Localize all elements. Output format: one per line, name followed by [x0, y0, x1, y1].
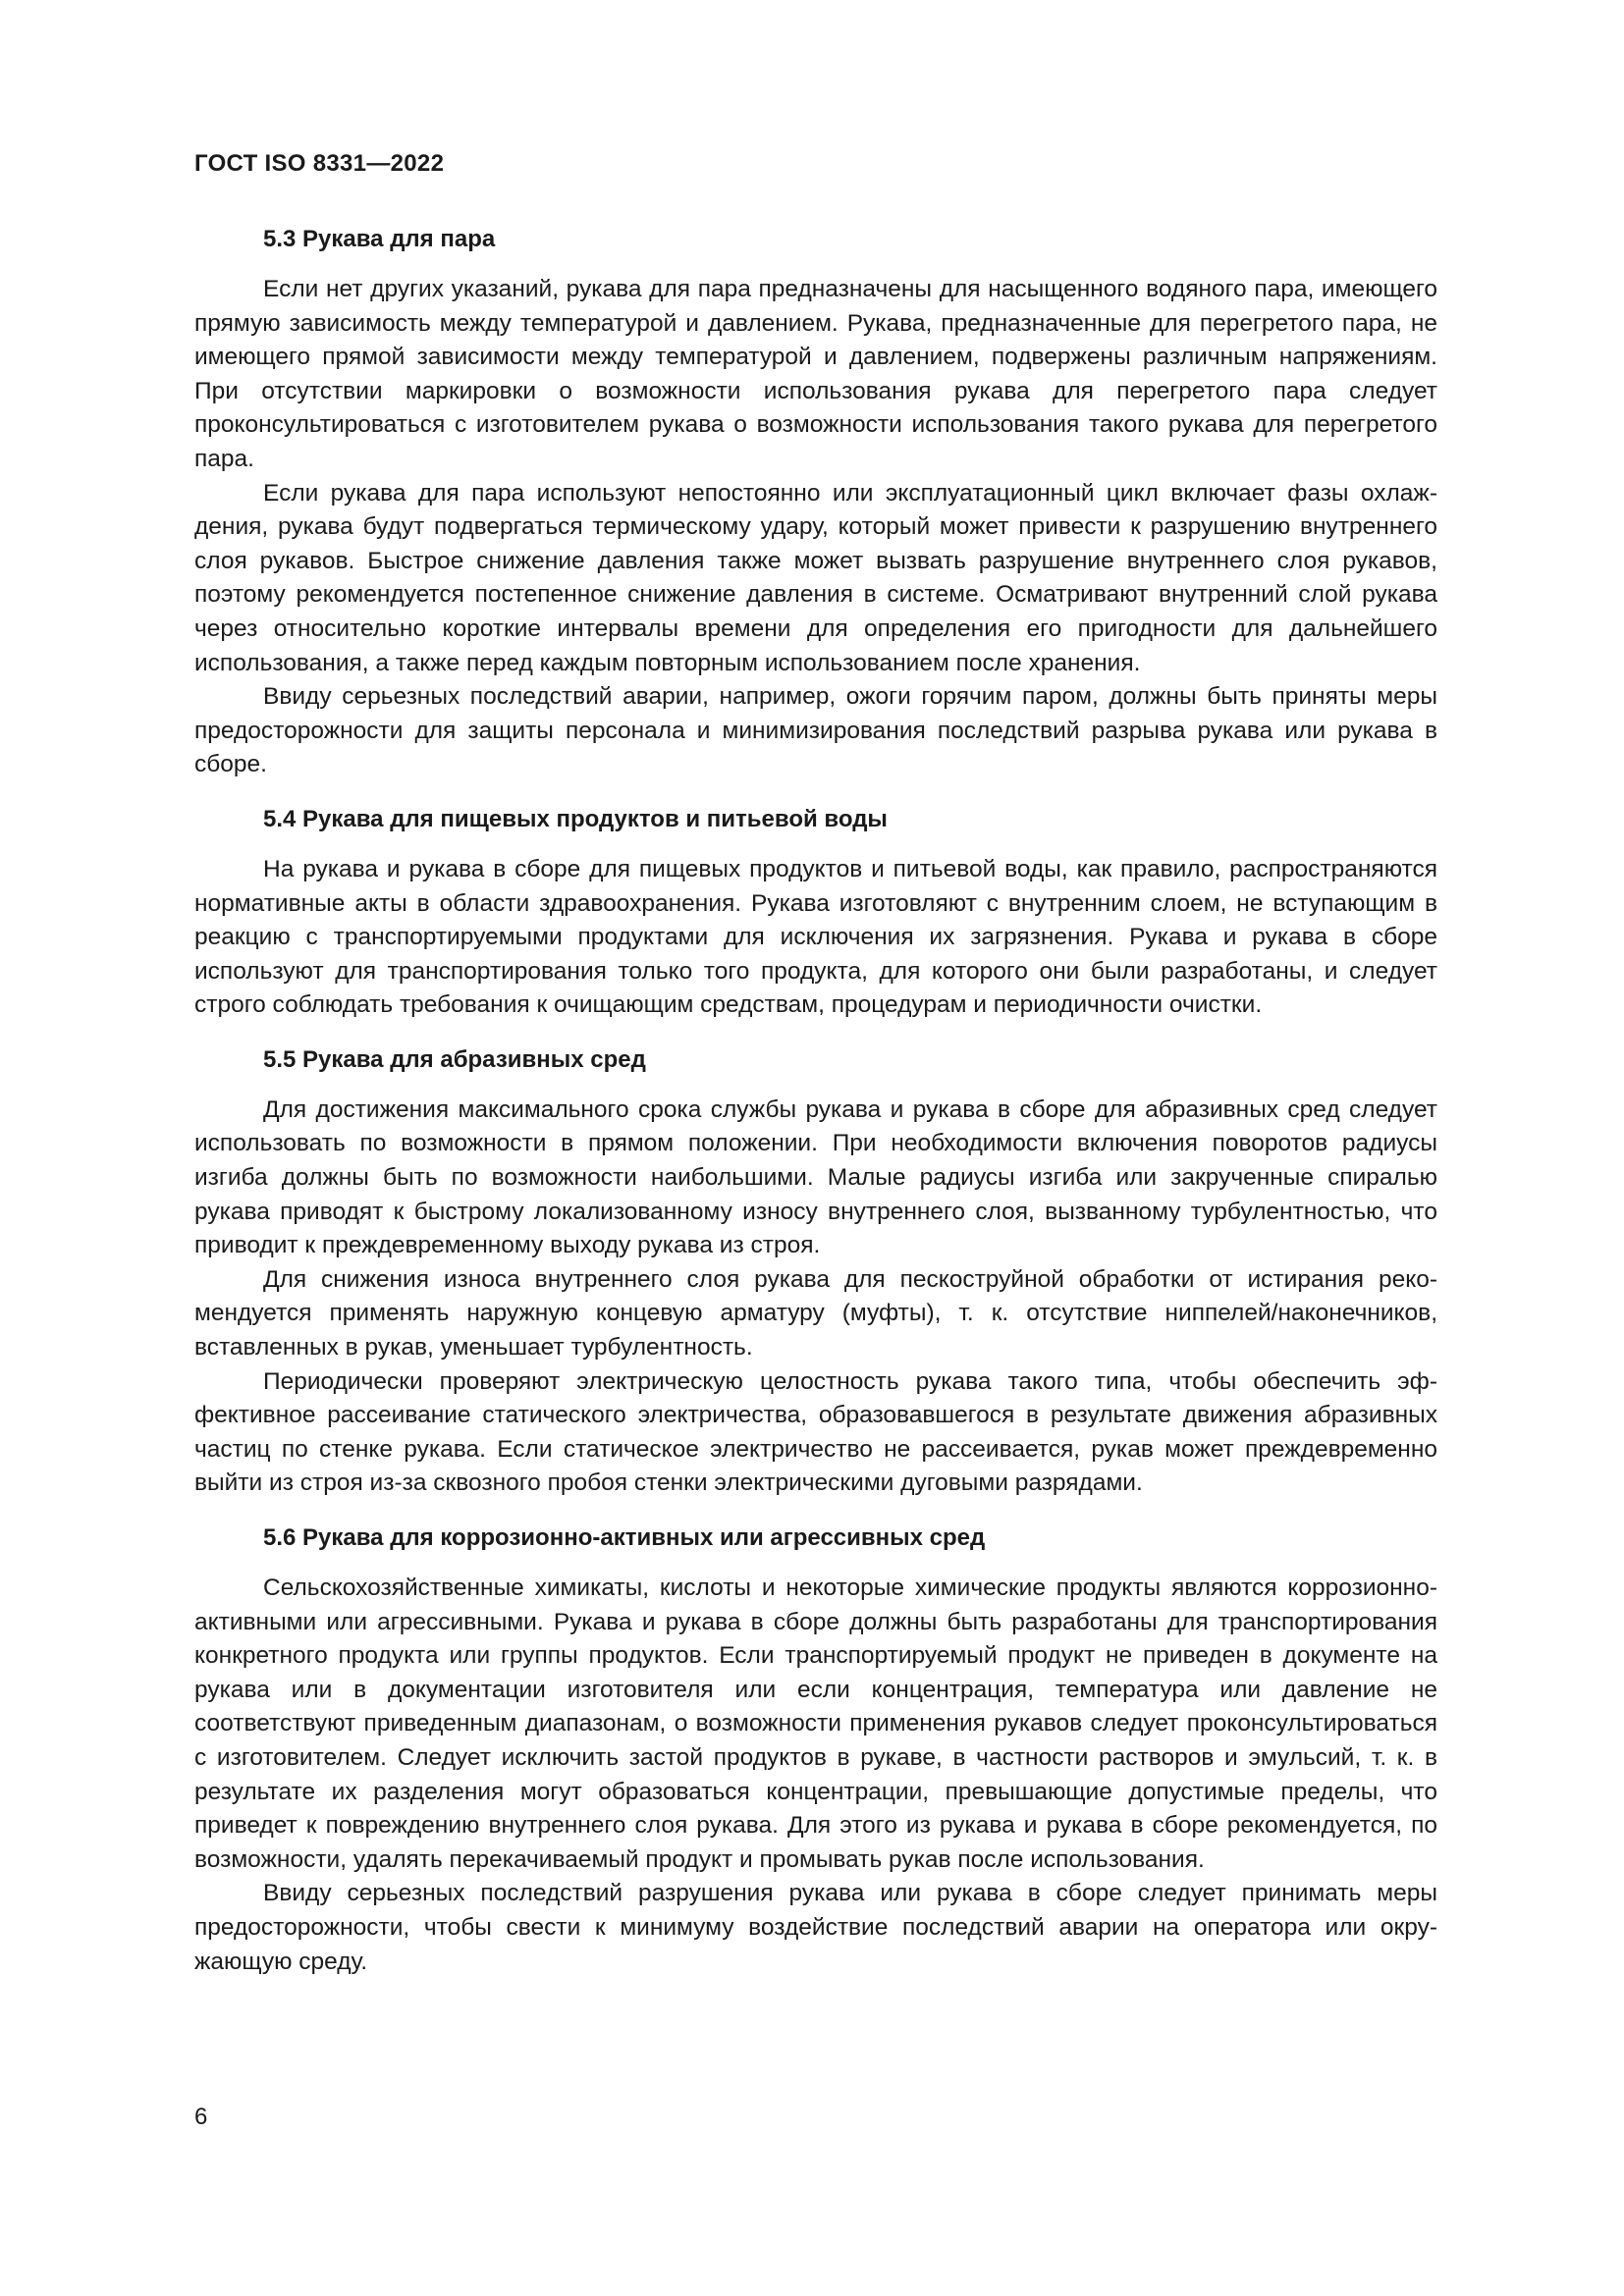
section-5-3 — [194, 224, 1437, 782]
paragraph: Для снижения износа внутреннего слоя рукава для пескоструйной обработки от истирания рекомендуется применять наружную концевую арматуру (муфты), т. к. отсутствие ниппелей/наконечников, вставленных в рукав, уменьшает турбулентность. — [194, 1265, 1437, 1362]
section-title: 5.5 Рукава для абразивных сред — [263, 1045, 646, 1073]
page-number: 6 — [194, 2104, 208, 2130]
section-5-6 — [194, 1522, 1437, 1979]
section-5-4 — [194, 804, 1437, 1023]
document-code-header: ГОСТ ISO 8331—2022 — [194, 150, 445, 177]
paragraph: Если нет других указаний, рукава для пара предназначены для насыщенного водяного пара, имеющего прямую зависимость между температурой и давлением. Рукава, предназначенные для перегретого пара, не имеющего прямой зависимости между температурой и давлением, подвержены различным напряжениям. При отсутствии маркировки о возможности использования рукава для перегретого пара следует проконсультироваться с изготовителем рукава о возможности использования такого рукава для перегретого пара. — [194, 276, 1437, 472]
section-5-5 — [194, 1044, 1437, 1501]
paragraph: Ввиду серьезных последствий разрушения рукава или рукава в сборе следует принимать меры предосторожности, чтобы свести к минимуму воздействие последствий аварии на оператора или окружающую среду. — [194, 1880, 1437, 1975]
section-title: 5.6 Рукава для коррозионно-активных или агрессивных сред — [263, 1524, 986, 1551]
paragraph: Сельскохозяйственные химикаты, кислоты и некоторые химические продукты являются коррозионно-активными или агрессивными. Рукава и рукава в сборе должны быть разработаны для транспортирования конкретного продукта или группы продуктов. Если транспортируемый продукт не приведен в документе на рукава или в документации изготовителя или если концентрация, температура или давление не соответствуют приведенным диапазонам, о возможности применения рукавов следует проконсультироваться с изготовителем. Следует исключить застой продуктов в рукаве, в частности растворов и эмульсий, т. к. в результате их разделения могут образоваться концентрации, превышающие допустимые пределы, что приведет к повреждению внутреннего слоя рукава. Для этого из рукава и рукава в сборе рекомендуется, по возможности, удалять перекачиваемый продукт и промывать рукав после использования. — [194, 1575, 1437, 1873]
document-body — [194, 224, 1437, 1979]
paragraph: Периодически проверяют электрическую целостность рукава такого типа, чтобы обеспечить эффективное рассеивание статического электричества, образовавшегося в результате движения абразивных частиц по стенке рукава. Если статическое электричество не рассеивается, рукав может преждевременно выйти из строя из-за сквозного пробоя стенки электрическими дуговыми разрядами. — [194, 1367, 1437, 1497]
paragraph: На рукава и рукава в сборе для пищевых продуктов и питьевой воды, как правило, распространяются нормативные акты в области здравоохранения. Рукава изготовляют с внутренним слоем, не вступающим в реакцию с транспортируемыми продуктами для исключения их загрязнения. Рукава и рукава в сборе используют для транспортирования только того продукта, для которого они были разработаны, и следует строго соблюдать требования к очищающим средствам, процедурам и периодичности очистки. — [194, 855, 1437, 1019]
paragraph: Если рукава для пара используют непостоянно или эксплуатационный цикл включает фазы охлаждения, рукава будут подвергаться термическому удару, который может привести к разрушению внутреннего слоя рукавов. Быстрое снижение давления также может вызвать разрушение внутреннего слоя рукавов, поэтому рекомендуется постепенное снижение давления в системе. Осматривают внутренний слой рукава через относительно короткие интервалы времени для определения его пригодности для дальнейшего использования, а также перед каждым повторным использованием после хранения. — [194, 479, 1437, 676]
section-title: 5.4 Рукава для пищевых продуктов и питьевой воды — [263, 805, 888, 832]
section-title: 5.3 Рукава для пара — [263, 226, 496, 252]
paragraph: Ввиду серьезных последствий аварии, например, ожоги горячим паром, должны быть приняты меры предосторожности для защиты персонала и минимизирования последствий разрыва рукава или рукава в сборе. — [194, 683, 1437, 778]
paragraph: Для достижения максимального срока службы рукава и рукава в сборе для абразивных сред следует использовать по возможности в прямом положении. При необходимости включения поворотов радиусы изгиба должны быть по возможности наибольшими. Малые радиусы изгиба или закрученные спиралью рукава приводят к быстрому локализованному износу внутреннего слоя, вызванному турбулентностью, что приводит к преждевременному выходу рукава из строя. — [194, 1095, 1437, 1259]
